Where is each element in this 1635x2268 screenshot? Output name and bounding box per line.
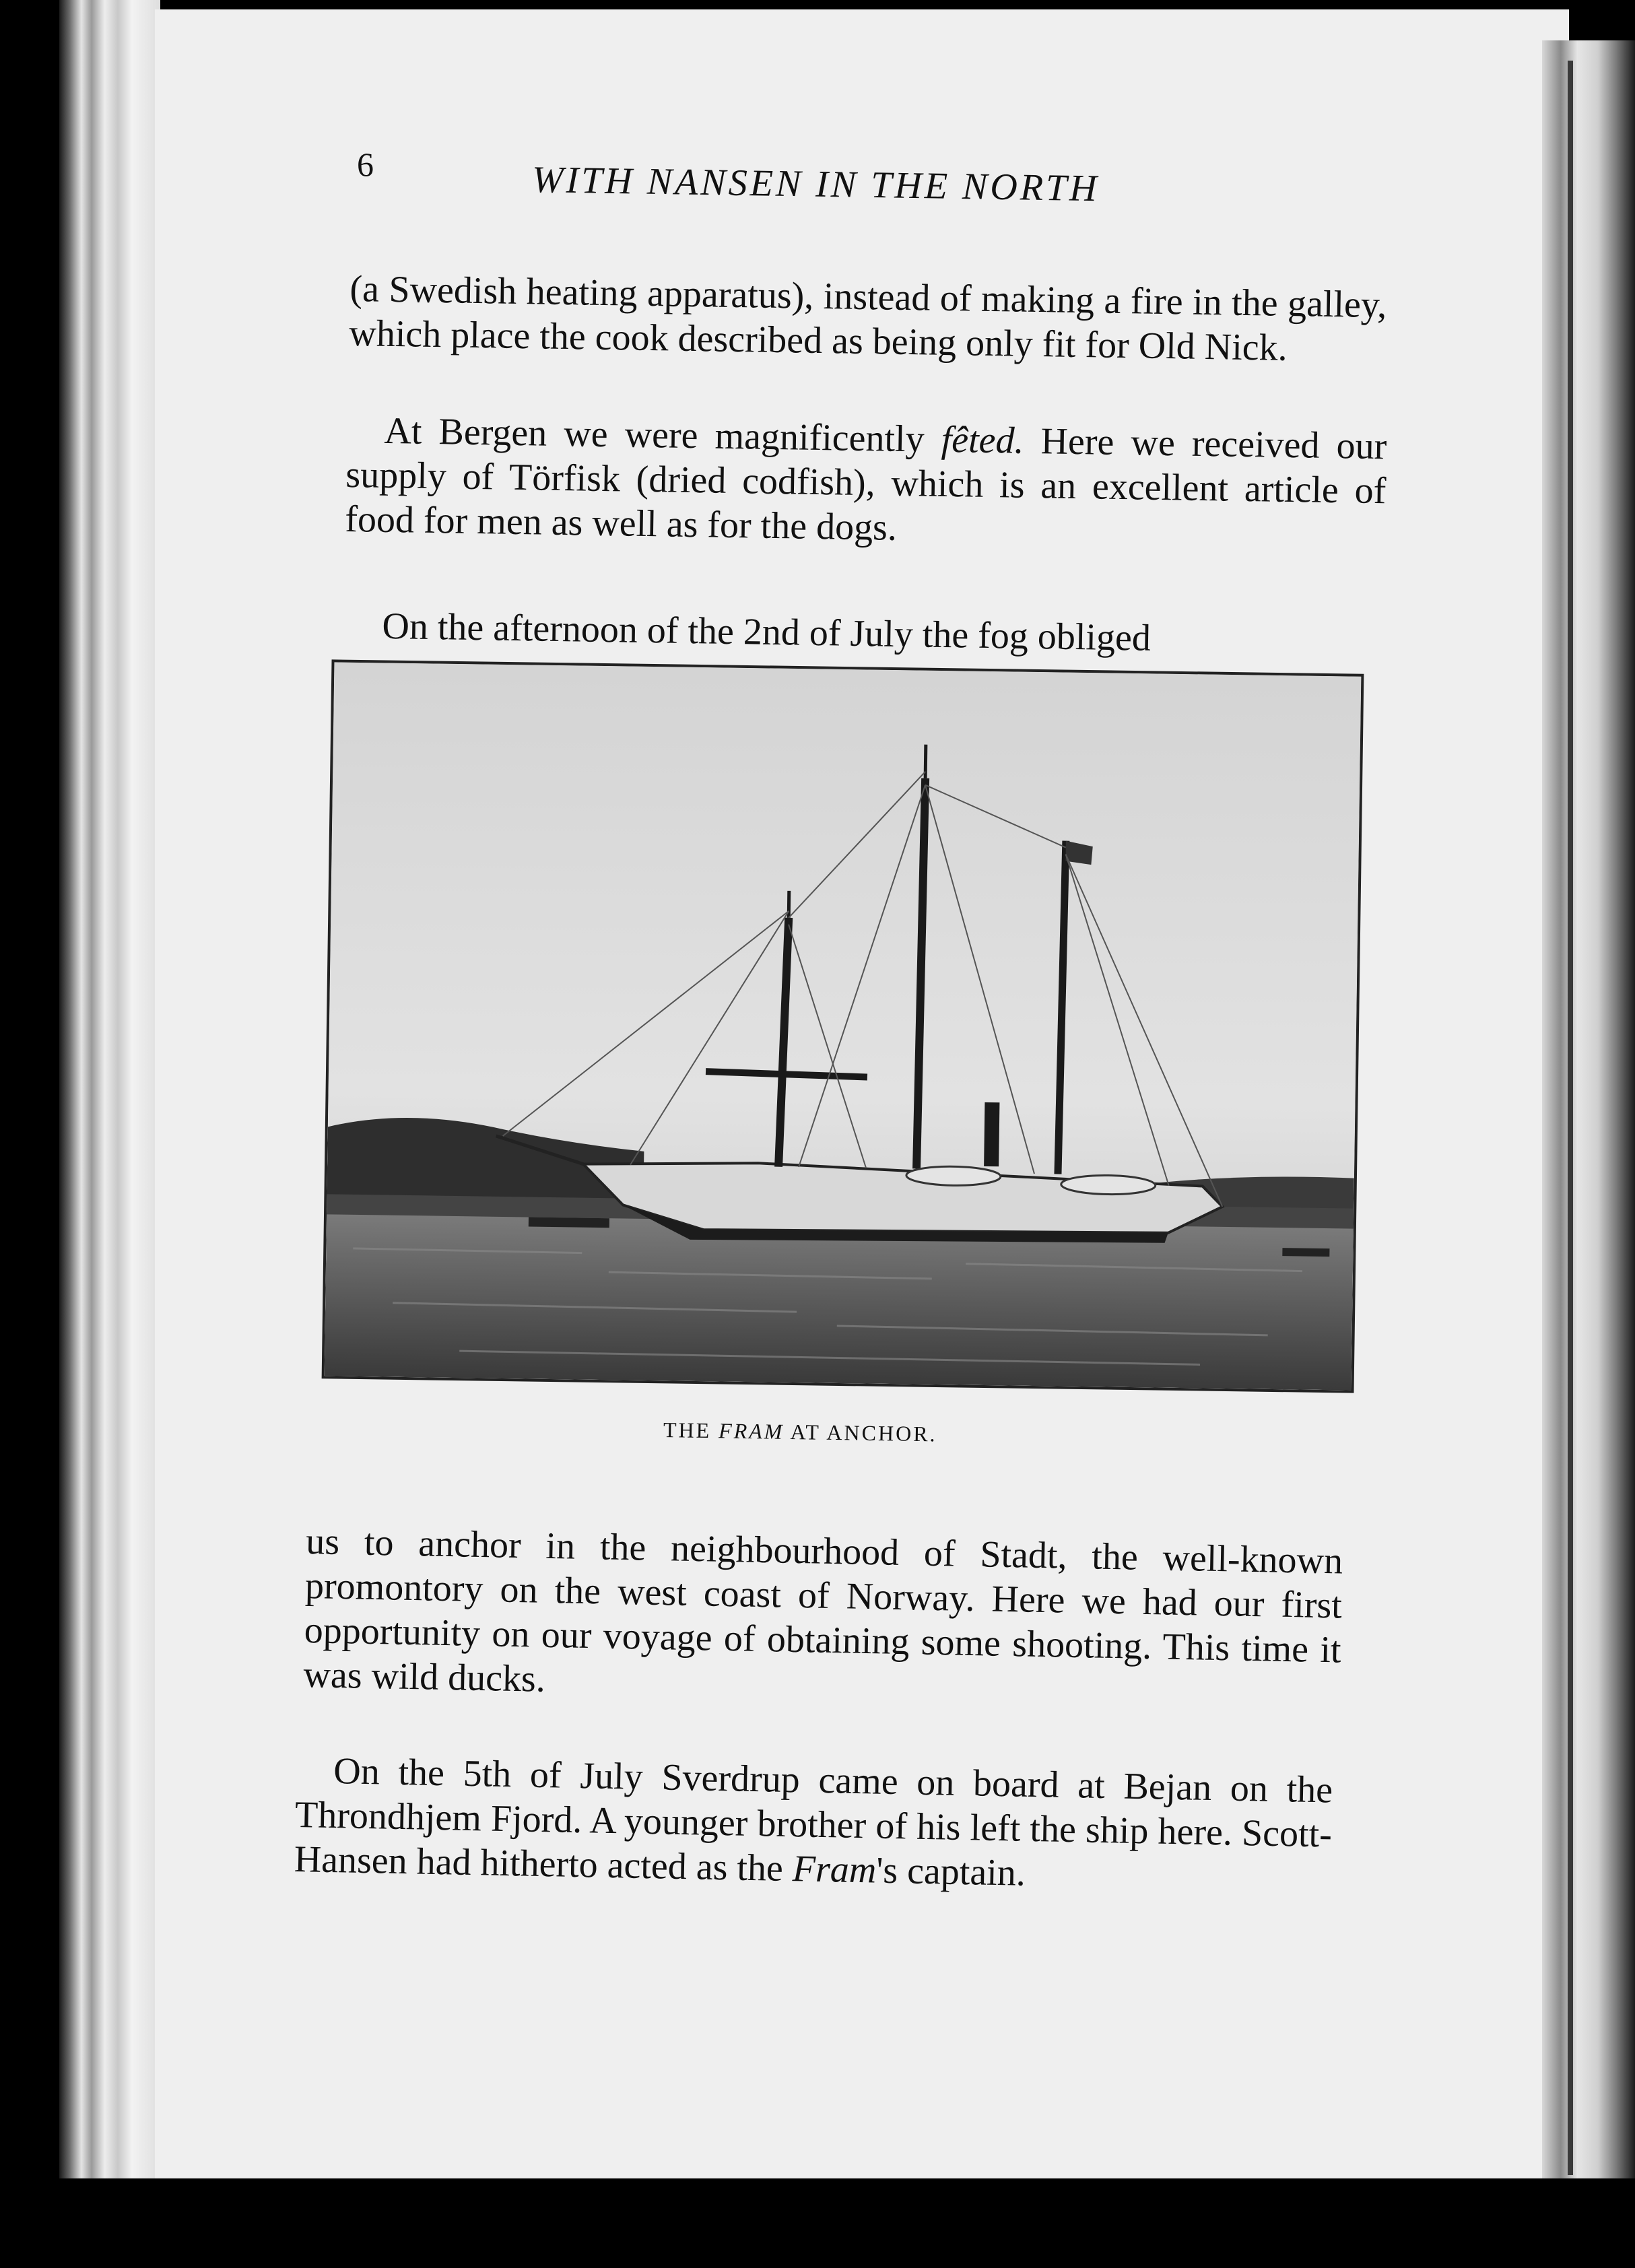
caption-italic: FRAM [718, 1418, 785, 1444]
paragraph-4: us to anchor in the neighbourhood of Stadt, the well-known promontory on the west coast of Norway. Here we had our first opportunity on our voyage of obtaining some shooting. This time it was wild ducks. [302, 1520, 1343, 1700]
paragraph-1: (a Swedish heating apparatus), instead of making a fire in the galley, which place the cook described as being only fit for Old Nick. [348, 267, 1387, 369]
paragraph-2-text-a: At Bergen we were magnificently [383, 409, 942, 461]
paragraph-2-italic: fêted. [941, 418, 1025, 462]
gutter-shadow [1568, 61, 1573, 2175]
caption-text-b: AT ANCHOR. [784, 1419, 937, 1446]
paragraph-3: On the afternoon of the 2nd of July the fog obliged [381, 605, 1152, 659]
scan-border-top [0, 0, 1635, 9]
paragraph-2 [345, 408, 1387, 558]
rowboat-right [1282, 1248, 1329, 1257]
mainmast-topmast [925, 745, 926, 778]
caption-text-a: THE [663, 1418, 719, 1443]
ship-photograph [322, 659, 1364, 1393]
page-number: 6 [357, 145, 374, 183]
book-spine-edge [59, 0, 160, 2178]
rowboat-left [529, 1218, 609, 1228]
paragraph-5 [294, 1748, 1333, 1902]
ship-photograph-drawing [325, 662, 1362, 1390]
scan-border-bottom [0, 2178, 1635, 2268]
paragraph-5-text-a: On the 5th of July Sverdrup came on board at Bejan on the Throndhjem Fjord. A younger brother of his left the ship here. Scott-Hansen had hitherto acted as the [294, 1750, 1333, 1890]
facing-page-edge [1542, 40, 1635, 2195]
paragraph-5-text-b: 's captain. [875, 1849, 1026, 1894]
paragraph-2-text-b: Here we received our supply of Törfisk (dried codfish), which is an excellent article of food for men as well as for the dogs. [344, 420, 1387, 549]
lifeboat-2 [1061, 1175, 1156, 1195]
paragraph-5-italic: Fram [792, 1848, 877, 1892]
running-head: WITH NANSEN IN THE NORTH [531, 159, 1100, 210]
ship-funnel [984, 1102, 999, 1166]
lifeboat-1 [906, 1166, 1001, 1186]
